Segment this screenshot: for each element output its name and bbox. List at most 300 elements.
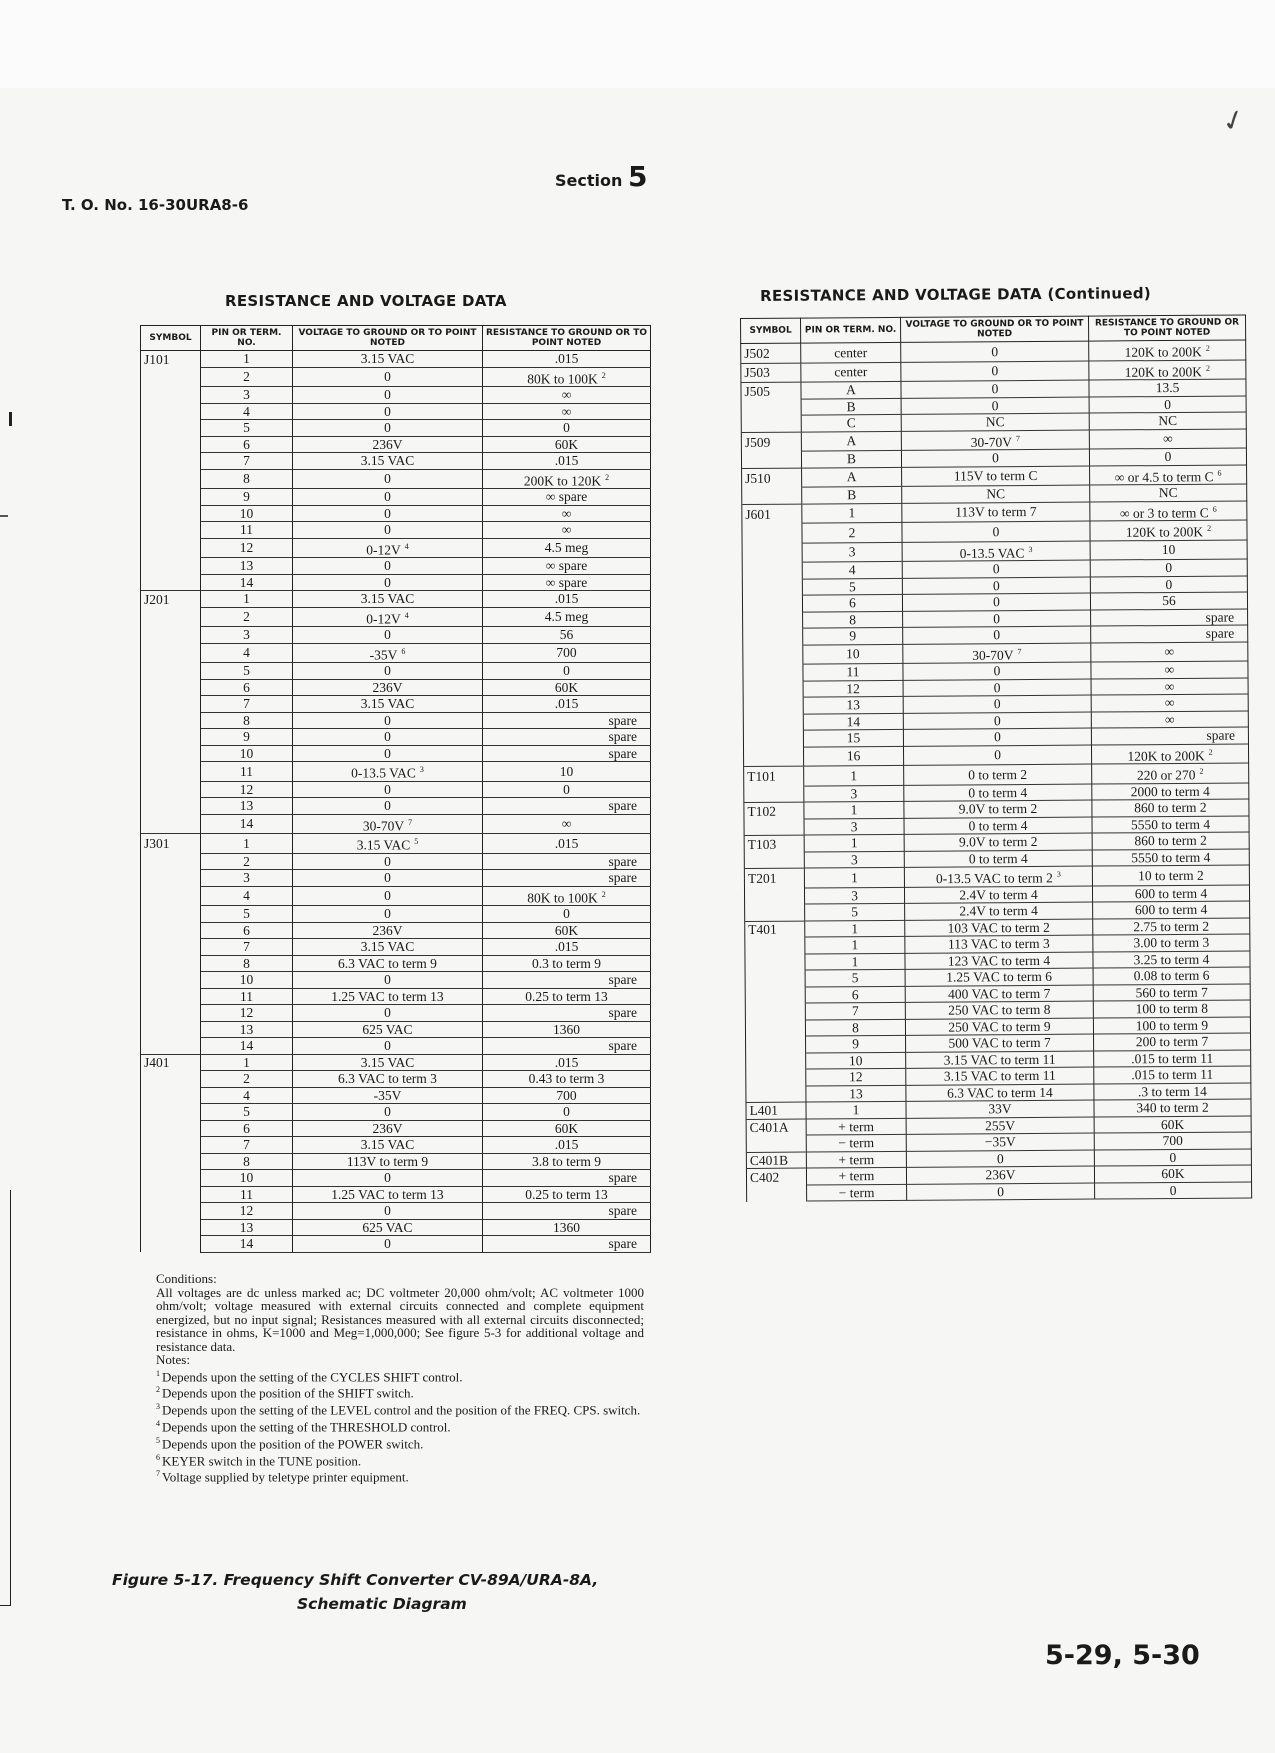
symbol-cell: [745, 987, 805, 1004]
pin-cell: 7: [201, 1137, 293, 1154]
resistance-cell: [483, 1071, 651, 1088]
resistance-cell: [1093, 1016, 1250, 1034]
resistance-cell: [1094, 1132, 1251, 1150]
table-row: [747, 1181, 1252, 1201]
voltage-value: 0: [384, 663, 391, 679]
table-row: [141, 505, 651, 522]
note-number: 4: [156, 1418, 160, 1428]
resistance-value: 0: [1164, 396, 1172, 412]
symbol-cell: J510: [742, 468, 802, 488]
voltage-cell: [293, 522, 483, 539]
resistance-cell: [1092, 865, 1249, 886]
symbol-cell: J502: [741, 343, 801, 363]
symbol-cell: [141, 1236, 201, 1253]
resistance-value: 0: [1165, 576, 1173, 592]
voltage-value: 236V: [985, 1167, 1016, 1183]
table-row: [141, 939, 651, 956]
resistance-value: .015: [554, 696, 579, 712]
voltage-value: 6.3 VAC to term 9: [338, 955, 437, 971]
symbol-cell: T201: [744, 868, 804, 888]
note-marker: 5: [414, 837, 419, 846]
voltage-cell: [293, 712, 483, 729]
page-number: 5-29, 5-30: [1045, 1640, 1200, 1671]
table-row: [141, 696, 651, 713]
pin-cell: + term: [806, 1118, 906, 1135]
page-top-margin: [0, 0, 1275, 88]
voltage-cell: [901, 449, 1089, 467]
symbol-cell: [743, 664, 803, 681]
symbol-cell: [744, 786, 804, 803]
note-item: [156, 1367, 644, 1384]
symbol-cell: [141, 1170, 201, 1187]
voltage-value: 0: [384, 798, 391, 814]
symbol-cell: [743, 747, 803, 767]
resistance-value: 0.25 to term 13: [525, 1186, 608, 1202]
table-row: [141, 643, 651, 663]
symbol-cell: J201: [141, 591, 201, 608]
symbol-cell: [141, 643, 201, 663]
voltage-cell: [293, 627, 483, 644]
symbol-cell: [745, 937, 805, 954]
pin-cell: center: [801, 362, 901, 382]
resistance-column-header: RESISTANCE TO GROUND OR TO POINT NOTED: [483, 326, 651, 351]
pin-cell: − term: [807, 1184, 907, 1201]
pin-cell: 11: [201, 988, 293, 1005]
voltage-cell: [293, 922, 483, 939]
symbol-cell: [141, 663, 201, 680]
resistance-value: 0: [563, 1104, 570, 1120]
symbol-cell: [141, 870, 201, 887]
voltage-value: 33V: [988, 1101, 1012, 1117]
symbol-cell: [742, 562, 802, 579]
pin-cell: 14: [201, 814, 293, 834]
voltage-value: 123 VAC to term 4: [947, 952, 1051, 969]
voltage-cell: [293, 453, 483, 470]
voltage-value: 0-13.5 VAC: [959, 545, 1025, 561]
resistance-cell: [483, 1219, 651, 1236]
figure-caption-line1: Figure 5-17. Frequency Shift Converter CV-89A/URA-8A,: [112, 1571, 599, 1589]
resistance-cell: [483, 906, 651, 923]
pin-cell: 14: [201, 1236, 293, 1253]
symbol-cell: [744, 819, 804, 836]
voltage-cell: [293, 955, 483, 972]
voltage-value: 3.15 VAC: [360, 939, 415, 955]
voltage-value: 0: [384, 729, 391, 745]
resistance-cell: [1093, 917, 1250, 935]
voltage-cell: [293, 1236, 483, 1253]
pin-cell: 5: [201, 663, 293, 680]
resistance-cell: [483, 387, 651, 404]
voltage-cell: [293, 939, 483, 956]
pin-cell: 1: [802, 503, 902, 523]
voltage-value: 255V: [985, 1117, 1016, 1134]
voltage-cell: [901, 397, 1089, 415]
resistance-value: 120K to 200K: [1125, 524, 1204, 540]
resistance-value: ∞: [1164, 695, 1175, 711]
symbol-cell: [743, 697, 803, 714]
resistance-value: 60K: [1161, 1166, 1185, 1182]
table-row: [141, 1137, 651, 1154]
pin-cell: 14: [201, 574, 293, 591]
resistance-cell: [483, 538, 651, 558]
table-row: [141, 988, 651, 1005]
resistance-cell: [483, 351, 651, 368]
table-row: [141, 870, 651, 887]
section-heading: [555, 160, 647, 193]
pin-cell: 1: [805, 953, 905, 970]
resistance-value: .015: [554, 591, 579, 607]
voltage-cell: [293, 1071, 483, 1088]
note-item: [156, 1434, 644, 1451]
voltage-cell: [293, 558, 483, 575]
voltage-value: 0: [384, 1203, 391, 1219]
pin-cell: 2: [201, 853, 293, 870]
voltage-cell: [902, 466, 1090, 487]
pin-cell: 15: [803, 729, 903, 746]
voltage-value: 0: [992, 523, 1000, 539]
note-marker: 7: [408, 817, 413, 827]
symbol-cell: [141, 1120, 201, 1137]
resistance-value: 60K: [554, 1120, 579, 1136]
symbol-cell: [746, 1053, 806, 1070]
resistance-cell: [483, 1005, 651, 1022]
symbol-cell: [745, 1003, 805, 1020]
voltage-cell: [293, 538, 483, 558]
note-number: 2: [156, 1385, 160, 1395]
symbol-cell: [141, 489, 201, 506]
resistance-voltage-table: [140, 325, 651, 1253]
resistance-cell: [483, 558, 651, 575]
voltage-value: 0-13.5 VAC: [351, 765, 416, 781]
voltage-cell: [906, 1051, 1094, 1069]
note-number: 7: [156, 1469, 160, 1479]
resistance-cell: [483, 1054, 651, 1071]
table-row: [141, 1120, 651, 1137]
pin-cell: B: [801, 450, 901, 467]
voltage-value: 0: [384, 853, 391, 869]
resistance-value: 10: [1161, 542, 1176, 558]
symbol-cell: [743, 612, 803, 629]
note-item: [156, 1400, 644, 1417]
voltage-value: 30-70V: [972, 647, 1014, 663]
pin-cell: 7: [805, 1002, 905, 1019]
resistance-value: spare: [1205, 609, 1235, 625]
pin-cell: center: [801, 342, 901, 362]
voltage-cell: [293, 886, 483, 906]
voltage-value: 6.3 VAC to term 14: [947, 1084, 1053, 1101]
symbol-cell: [743, 628, 803, 645]
section-number: 5: [627, 160, 648, 193]
voltage-cell: [904, 886, 1092, 904]
pin-cell: 13: [806, 1085, 906, 1102]
voltage-value: 0: [991, 343, 999, 359]
voltage-value: 2.4V to term 4: [959, 886, 1038, 903]
table-row: [141, 574, 651, 591]
voltage-value: 0: [384, 870, 391, 886]
resistance-cell: [483, 1087, 651, 1104]
table-row: [141, 591, 651, 608]
symbol-cell: [746, 1135, 806, 1152]
resistance-cell: [1091, 661, 1248, 679]
pin-cell: 11: [201, 522, 293, 539]
voltage-value: 113 VAC to term 3: [947, 936, 1050, 952]
note-text: KEYER switch in the TUNE position.: [162, 1452, 362, 1468]
resistance-cell: [1093, 950, 1250, 968]
section-label: Section: [555, 171, 623, 190]
resistance-cell: [1093, 1000, 1250, 1018]
resistance-value: NC: [1158, 485, 1178, 501]
resistance-value: 0: [1164, 449, 1172, 465]
table-row: [141, 436, 651, 453]
resistance-cell: [483, 679, 651, 696]
pin-cell: 12: [201, 781, 293, 798]
resistance-cell: [1093, 967, 1250, 985]
voltage-value: 0: [993, 594, 1000, 610]
voltage-value: 0: [991, 381, 999, 397]
resistance-cell: [483, 1021, 651, 1038]
voltage-value: 0: [993, 679, 1001, 695]
resistance-cell: [1093, 983, 1250, 1001]
table-row: [141, 814, 651, 834]
symbol-cell: [741, 399, 801, 416]
voltage-cell: [902, 560, 1090, 578]
symbol-cell: [746, 1086, 806, 1103]
resistance-cell: [483, 453, 651, 470]
voltage-cell: [902, 577, 1090, 595]
pin-cell: 1: [201, 591, 293, 608]
symbol-cell: L401: [746, 1102, 806, 1119]
note-marker: 7: [1017, 646, 1022, 656]
symbol-cell: [741, 451, 801, 468]
pin-cell: 11: [201, 762, 293, 782]
voltage-cell: [902, 502, 1090, 523]
pin-cell: 10: [201, 1170, 293, 1187]
resistance-value: 5550 to term 4: [1131, 849, 1211, 866]
resistance-value: .015: [554, 835, 579, 851]
voltage-value: 3.15 VAC: [360, 591, 415, 607]
resistance-value: spare: [608, 1170, 637, 1186]
table-row: [141, 522, 651, 539]
pin-cell: 5: [805, 903, 905, 920]
voltage-value: 0 to term 2: [968, 766, 1028, 783]
resistance-cell: [1092, 782, 1249, 800]
resistance-value: .015: [554, 1137, 579, 1153]
voltage-cell: [904, 800, 1092, 818]
pin-cell: 2: [201, 1071, 293, 1088]
pin-cell: 14: [201, 1038, 293, 1055]
pin-cell: 8: [201, 955, 293, 972]
table-row: [141, 627, 651, 644]
symbol-column-header: SYMBOL: [141, 326, 201, 351]
voltage-value: 30-70V: [362, 818, 405, 833]
voltage-cell: [903, 626, 1091, 644]
table-row: [141, 558, 651, 575]
pin-cell: 10: [201, 505, 293, 522]
margin-mark: [9, 412, 12, 426]
voltage-cell: [293, 1104, 483, 1121]
resistance-cell: [483, 643, 651, 663]
table-row: [141, 367, 651, 387]
resistance-cell: [483, 939, 651, 956]
pin-cell: 1: [804, 834, 904, 851]
pin-cell: 4: [802, 561, 902, 578]
resistance-cell: [483, 663, 651, 680]
voltage-cell: [293, 696, 483, 713]
table-row: [141, 886, 651, 906]
voltage-value: -35V: [373, 1087, 402, 1103]
resistance-cell: [1092, 884, 1249, 902]
resistance-value: 60K: [554, 922, 579, 938]
figure-caption-line2: Schematic Diagram: [297, 1595, 467, 1613]
note-text: Depends upon the position of the SHIFT switch.: [162, 1385, 414, 1401]
resistance-cell: [1094, 1066, 1251, 1084]
symbol-cell: [141, 922, 201, 939]
voltage-value: 0: [992, 450, 999, 466]
resistance-value: ∞: [561, 505, 572, 521]
voltage-cell: [906, 1150, 1094, 1168]
voltage-value: 0: [994, 729, 1001, 745]
voltage-cell: [905, 902, 1093, 920]
resistance-value: .015: [554, 1054, 579, 1070]
voltage-value: 0: [992, 561, 1000, 577]
resistance-value: .3 to term 14: [1137, 1083, 1207, 1099]
pin-cell: B: [801, 398, 901, 415]
voltage-value: 625 VAC: [362, 1219, 413, 1235]
technical-order-number: T. O. No. 16-30URA8-6: [62, 196, 249, 214]
pin-cell: 3: [201, 387, 293, 404]
symbol-cell: [141, 798, 201, 815]
resistance-cell: [483, 853, 651, 870]
voltage-cell: [905, 968, 1093, 986]
resistance-cell: [1090, 559, 1247, 577]
resistance-value: spare: [608, 729, 637, 745]
pin-cell: 6: [805, 986, 905, 1003]
pin-cell: 4: [201, 643, 293, 663]
resistance-value: ∞: [1164, 678, 1175, 694]
symbol-cell: [141, 814, 201, 834]
symbol-cell: C401B: [746, 1152, 806, 1169]
note-marker: 6: [1212, 504, 1217, 514]
voltage-value: 0: [384, 387, 391, 403]
symbol-cell: T101: [744, 766, 804, 786]
resistance-value: 700: [556, 1087, 577, 1103]
resistance-value: ∞: [561, 387, 572, 403]
resistance-value: .015 to term 11: [1131, 1066, 1214, 1083]
voltage-value: 0: [993, 696, 1001, 712]
voltage-cell: [903, 712, 1091, 730]
voltage-cell: [293, 1021, 483, 1038]
voltage-cell: [293, 1186, 483, 1203]
table-row: [141, 679, 651, 696]
resistance-value: 3.8 to term 9: [532, 1153, 601, 1169]
symbol-cell: [141, 1071, 201, 1088]
resistance-cell: [483, 1104, 651, 1121]
symbol-cell: [744, 888, 804, 905]
voltage-value: 0: [384, 712, 391, 728]
voltage-value: 0: [384, 1104, 391, 1120]
symbol-cell: [141, 853, 201, 870]
voltage-value: 250 VAC to term 8: [948, 1002, 1051, 1018]
table-row: [141, 922, 651, 939]
resistance-value: 600 to term 4: [1134, 885, 1208, 902]
resistance-cell: [483, 607, 651, 627]
resistance-cell: [483, 988, 651, 1005]
voltage-cell: [903, 745, 1091, 766]
resistance-cell: [483, 1038, 651, 1055]
resistance-cell: [483, 1236, 651, 1253]
resistance-cell: [1091, 694, 1248, 712]
table-row: [141, 1005, 651, 1022]
voltage-value: 113V to term 7: [955, 504, 1037, 520]
voltage-cell: [906, 1100, 1094, 1118]
voltage-cell: [901, 361, 1089, 382]
resistance-cell: [1091, 641, 1248, 662]
pin-cell: 6: [201, 922, 293, 939]
left-table-title: RESISTANCE AND VOLTAGE DATA: [225, 292, 507, 310]
resistance-cell: [483, 1153, 651, 1170]
symbol-cell: [141, 939, 201, 956]
symbol-cell: [743, 645, 803, 665]
note-marker: 4: [404, 610, 409, 620]
voltage-value: 0: [384, 369, 391, 385]
resistance-value: 0: [563, 420, 570, 436]
notes-list: [156, 1367, 644, 1485]
voltage-cell: [901, 430, 1089, 451]
resistance-value: 120K to 200K: [1124, 344, 1202, 360]
note-marker: 2: [601, 889, 606, 899]
voltage-value: 0: [384, 627, 391, 643]
resistance-value: .015: [554, 351, 579, 367]
pin-cell: − term: [806, 1134, 906, 1151]
resistance-column-header: RESISTANCE TO GROUND OR TO POINT NOTED: [1088, 315, 1245, 341]
pin-cell: 3: [201, 870, 293, 887]
voltage-value: 0 to term 4: [968, 850, 1028, 867]
symbol-cell: [141, 1021, 201, 1038]
voltage-value: 1.25 VAC to term 13: [331, 1186, 444, 1202]
resistance-cell: [483, 505, 651, 522]
resistance-value: 100 to term 8: [1135, 1000, 1209, 1017]
table-row: [141, 798, 651, 815]
table-row: [141, 1087, 651, 1104]
pin-cell: 2: [201, 607, 293, 627]
voltage-cell: [903, 695, 1091, 713]
symbol-cell: [141, 988, 201, 1005]
resistance-value: 0.08 to term 6: [1133, 967, 1210, 984]
voltage-value: 103 VAC to term 2: [947, 919, 1050, 936]
symbol-cell: [141, 607, 201, 627]
voltage-cell: [906, 1034, 1094, 1052]
pin-cell: 5: [805, 969, 905, 986]
resistance-value: 80K to 100K: [527, 890, 598, 905]
note-marker: 2: [1205, 363, 1211, 373]
voltage-cell: [293, 1087, 483, 1104]
table-row: [141, 1236, 651, 1253]
resistance-value: 700: [1162, 1133, 1183, 1149]
resistance-cell: [483, 1186, 651, 1203]
symbol-cell: [141, 505, 201, 522]
resistance-value: .015: [554, 939, 579, 955]
voltage-value: -35V: [369, 647, 398, 662]
voltage-cell: [293, 762, 483, 782]
pin-cell: 3: [804, 818, 904, 835]
resistance-cell: [483, 420, 651, 437]
resistance-cell: [1091, 608, 1248, 626]
table-row: [141, 745, 651, 762]
resistance-value: .015 to term 11: [1131, 1050, 1214, 1067]
symbol-cell: [141, 574, 201, 591]
voltage-cell: [293, 1054, 483, 1071]
resistance-value: 560 to term 7: [1135, 984, 1208, 1001]
